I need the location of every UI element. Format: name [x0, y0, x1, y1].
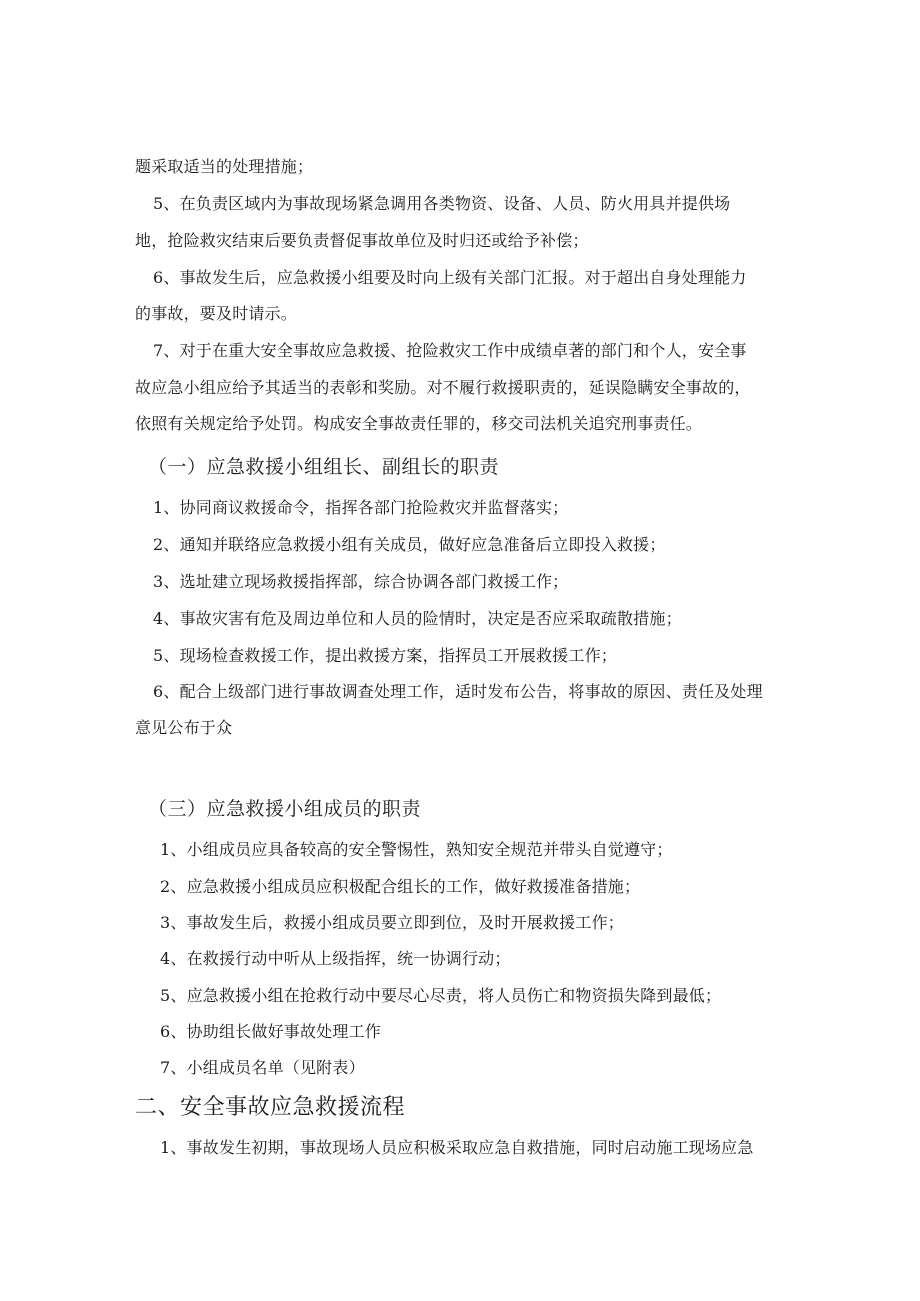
list-item: 3、选址建立现场救援指挥部，综合协调各部门救援工作；: [153, 572, 569, 591]
paragraph-line: 的事故，要及时请示。: [135, 304, 298, 323]
paragraph-line: 依照有关规定给予处罚。构成安全事故责任罪的，移交司法机关追究刑事责任。: [135, 414, 703, 433]
paragraph-line: 5、在负责区域内为事故现场紧急调用各类物资、设备、人员、防火用具并提供场: [153, 194, 731, 213]
list-item: 5、现场检查救援工作，提出救援方案，指挥员工开展救援工作；: [153, 646, 617, 665]
paragraph-line: 6、事故发生后，应急救援小组要及时向上级有关部门汇报。对于超出自身处理能力: [153, 268, 747, 287]
list-item: 2、通知并联络应急救援小组有关成员，做好应急准备后立即投入救援；: [153, 535, 666, 554]
section-heading-process: 二、安全事故应急救援流程: [135, 1095, 406, 1120]
paragraph-line: 7、对于在重大安全事故应急救援、抢险救灾工作中成绩卓著的部门和个人，安全事: [153, 341, 747, 360]
paragraph-line: 地，抢险救灾结束后要负责督促事故单位及时归还或给予补偿；: [135, 231, 589, 250]
list-item: 3、事故发生后，救援小组成员要立即到位，及时开展救援工作；: [160, 913, 624, 932]
paragraph-line: 题采取适当的处理措施；: [135, 157, 314, 176]
list-item: 6、配合上级部门进行事故调查处理工作，适时发布公告，将事故的原因、责任及处理: [153, 682, 763, 701]
list-item: 6、协助组长做好事故处理工作: [160, 1022, 381, 1041]
section-heading-member: （三）应急救援小组成员的职责: [148, 798, 422, 820]
section-heading-leader: （一）应急救援小组组长、副组长的职责: [148, 456, 500, 478]
list-item: 5、应急救援小组在抢救行动中要尽心尽责，将人员伤亡和物资损失降到最低；: [160, 986, 722, 1005]
list-item: 1、协同商议救援命令，指挥各部门抢险救灾并监督落实；: [153, 498, 569, 517]
list-item: 4、事故灾害有危及周边单位和人员的险情时，决定是否应采取疏散措施；: [153, 609, 682, 628]
list-item: 4、在救援行动中听从上级指挥，统一协调行动；: [160, 949, 511, 968]
list-item: 2、应急救援小组成员应积极配合组长的工作，做好救援准备措施；: [160, 877, 641, 896]
list-item: 1、小组成员应具备较高的安全警惕性，熟知安全规范并带头自觉遵守；: [160, 840, 673, 859]
list-item: 7、小组成员名单（见附表）: [160, 1058, 365, 1077]
paragraph-line: 1、事故发生初期，事故现场人员应积极采取应急自救措施，同时启动施工现场应急: [160, 1138, 754, 1157]
paragraph-line: 故应急小组应给予其适当的表彰和奖励。对不履行救援职责的，延误隐瞒安全事故的，: [135, 378, 751, 397]
list-item: 意见公布于众: [135, 718, 233, 737]
